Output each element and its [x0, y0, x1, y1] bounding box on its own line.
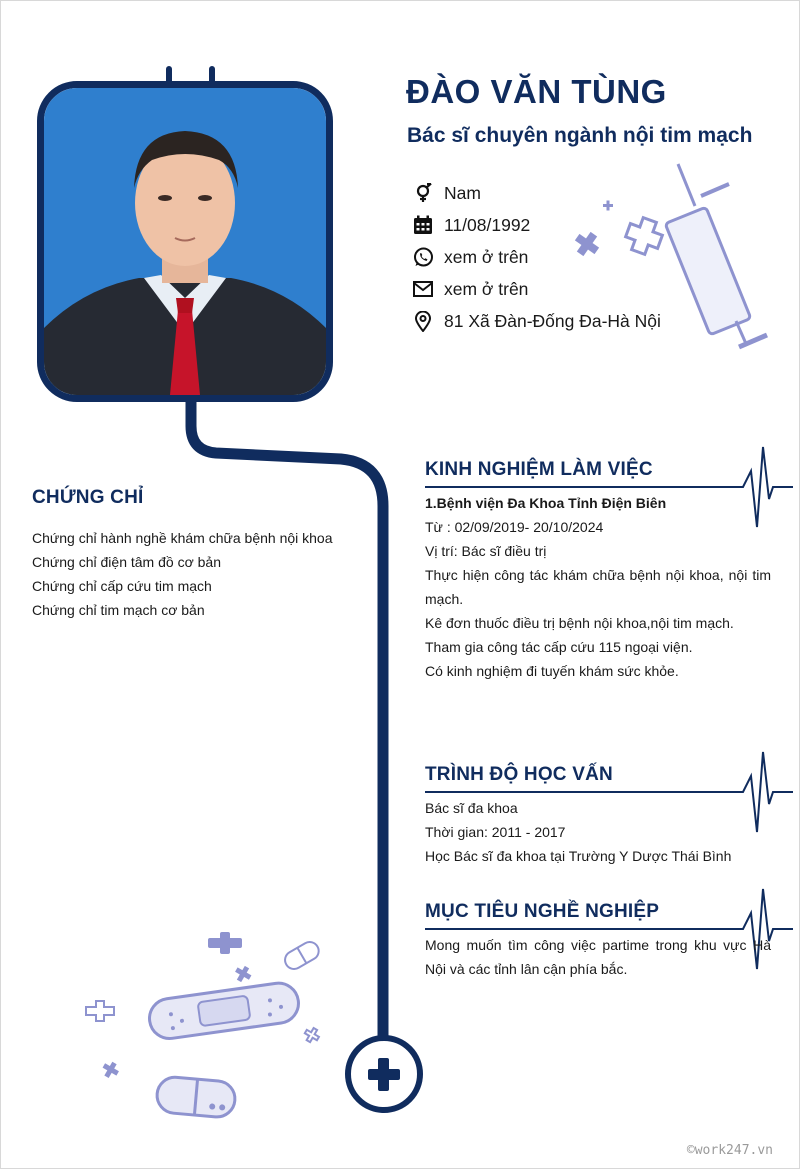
- experience-company: 1.Bệnh viện Đa Khoa Tỉnh Điện Biên: [425, 495, 667, 511]
- certificates-list: [32, 526, 333, 622]
- experience-section: [425, 491, 771, 683]
- education-heading: TRÌNH ĐỘ HỌC VẤN: [425, 764, 613, 785]
- email-row: [412, 273, 661, 305]
- education-section: [425, 796, 731, 868]
- objective-text: Mong muốn tìm công việc partime trong khu vực Hà Nội và các tỉnh lân cận phía bắc.: [425, 937, 771, 977]
- certificate-item: Chứng chỉ cấp cứu tim mạch: [32, 578, 212, 594]
- location-pin-icon: [412, 310, 434, 332]
- certificates-heading: CHỨNG CHỈ: [32, 487, 144, 508]
- bandage-icon: [147, 981, 301, 1041]
- experience-duty: Kê đơn thuốc điều trị bệnh nội khoa,nội tim mạch.: [425, 615, 734, 631]
- syringe-icon: [665, 164, 767, 347]
- objective-heading: MỤC TIÊU NGHỀ NGHIỆP: [425, 901, 660, 922]
- profile-photo: [44, 88, 326, 395]
- phone-row: [412, 241, 661, 273]
- candidate-name: ĐÀO VĂN TÙNG: [406, 73, 667, 110]
- gender-row: [412, 177, 661, 209]
- footer-watermark: ©work247.vn: [686, 1143, 773, 1158]
- birthdate-value: 11/08/1992: [444, 214, 531, 235]
- experience-duty: Tham gia công tác cấp cứu 115 ngoại viện.: [425, 639, 693, 655]
- experience-duty: Thực hiện công tác khám chữa bệnh nội khoa, nội tim mạch.: [425, 567, 771, 607]
- calendar-icon: [412, 214, 434, 236]
- objective-section: [425, 933, 771, 981]
- certificate-item: Chứng chỉ điện tâm đồ cơ bản: [32, 554, 221, 570]
- address-value: 81 Xã Đàn-Đống Đa-Hà Nội: [444, 310, 661, 331]
- gender-icon: [412, 182, 434, 204]
- job-title: Bác sĩ chuyên ngành nội tim mạch: [407, 124, 753, 147]
- certificate-item: Chứng chỉ tim mạch cơ bản: [32, 602, 205, 618]
- birthdate-row: [412, 209, 661, 241]
- gender-value: Nam: [444, 182, 481, 203]
- contact-info: [412, 177, 661, 337]
- stethoscope-chestpiece-icon: [348, 1038, 420, 1110]
- education-period: Thời gian: 2011 - 2017: [425, 824, 566, 840]
- experience-duty: Có kinh nghiệm đi tuyến khám sức khỏe.: [425, 663, 679, 679]
- email-value: xem ở trên: [444, 278, 529, 299]
- address-row: [412, 305, 661, 337]
- profile-photo-frame: [37, 81, 333, 402]
- experience-period: Từ : 02/09/2019- 20/10/2024: [425, 519, 604, 535]
- mail-icon: [412, 278, 434, 300]
- certificate-item: Chứng chỉ hành nghề khám chữa bệnh nội khoa: [32, 530, 333, 546]
- pill-icon: [156, 1076, 237, 1119]
- education-detail: Học Bác sĩ đa khoa tại Trường Y Dược Thái Bình: [425, 848, 732, 864]
- phone-icon: [412, 246, 434, 268]
- education-degree: Bác sĩ đa khoa: [425, 800, 518, 816]
- experience-heading: KINH NGHIỆM LÀM VIỆC: [425, 459, 653, 480]
- phone-value: xem ở trên: [444, 246, 529, 267]
- experience-position: Vị trí: Bác sĩ điều trị: [425, 543, 547, 559]
